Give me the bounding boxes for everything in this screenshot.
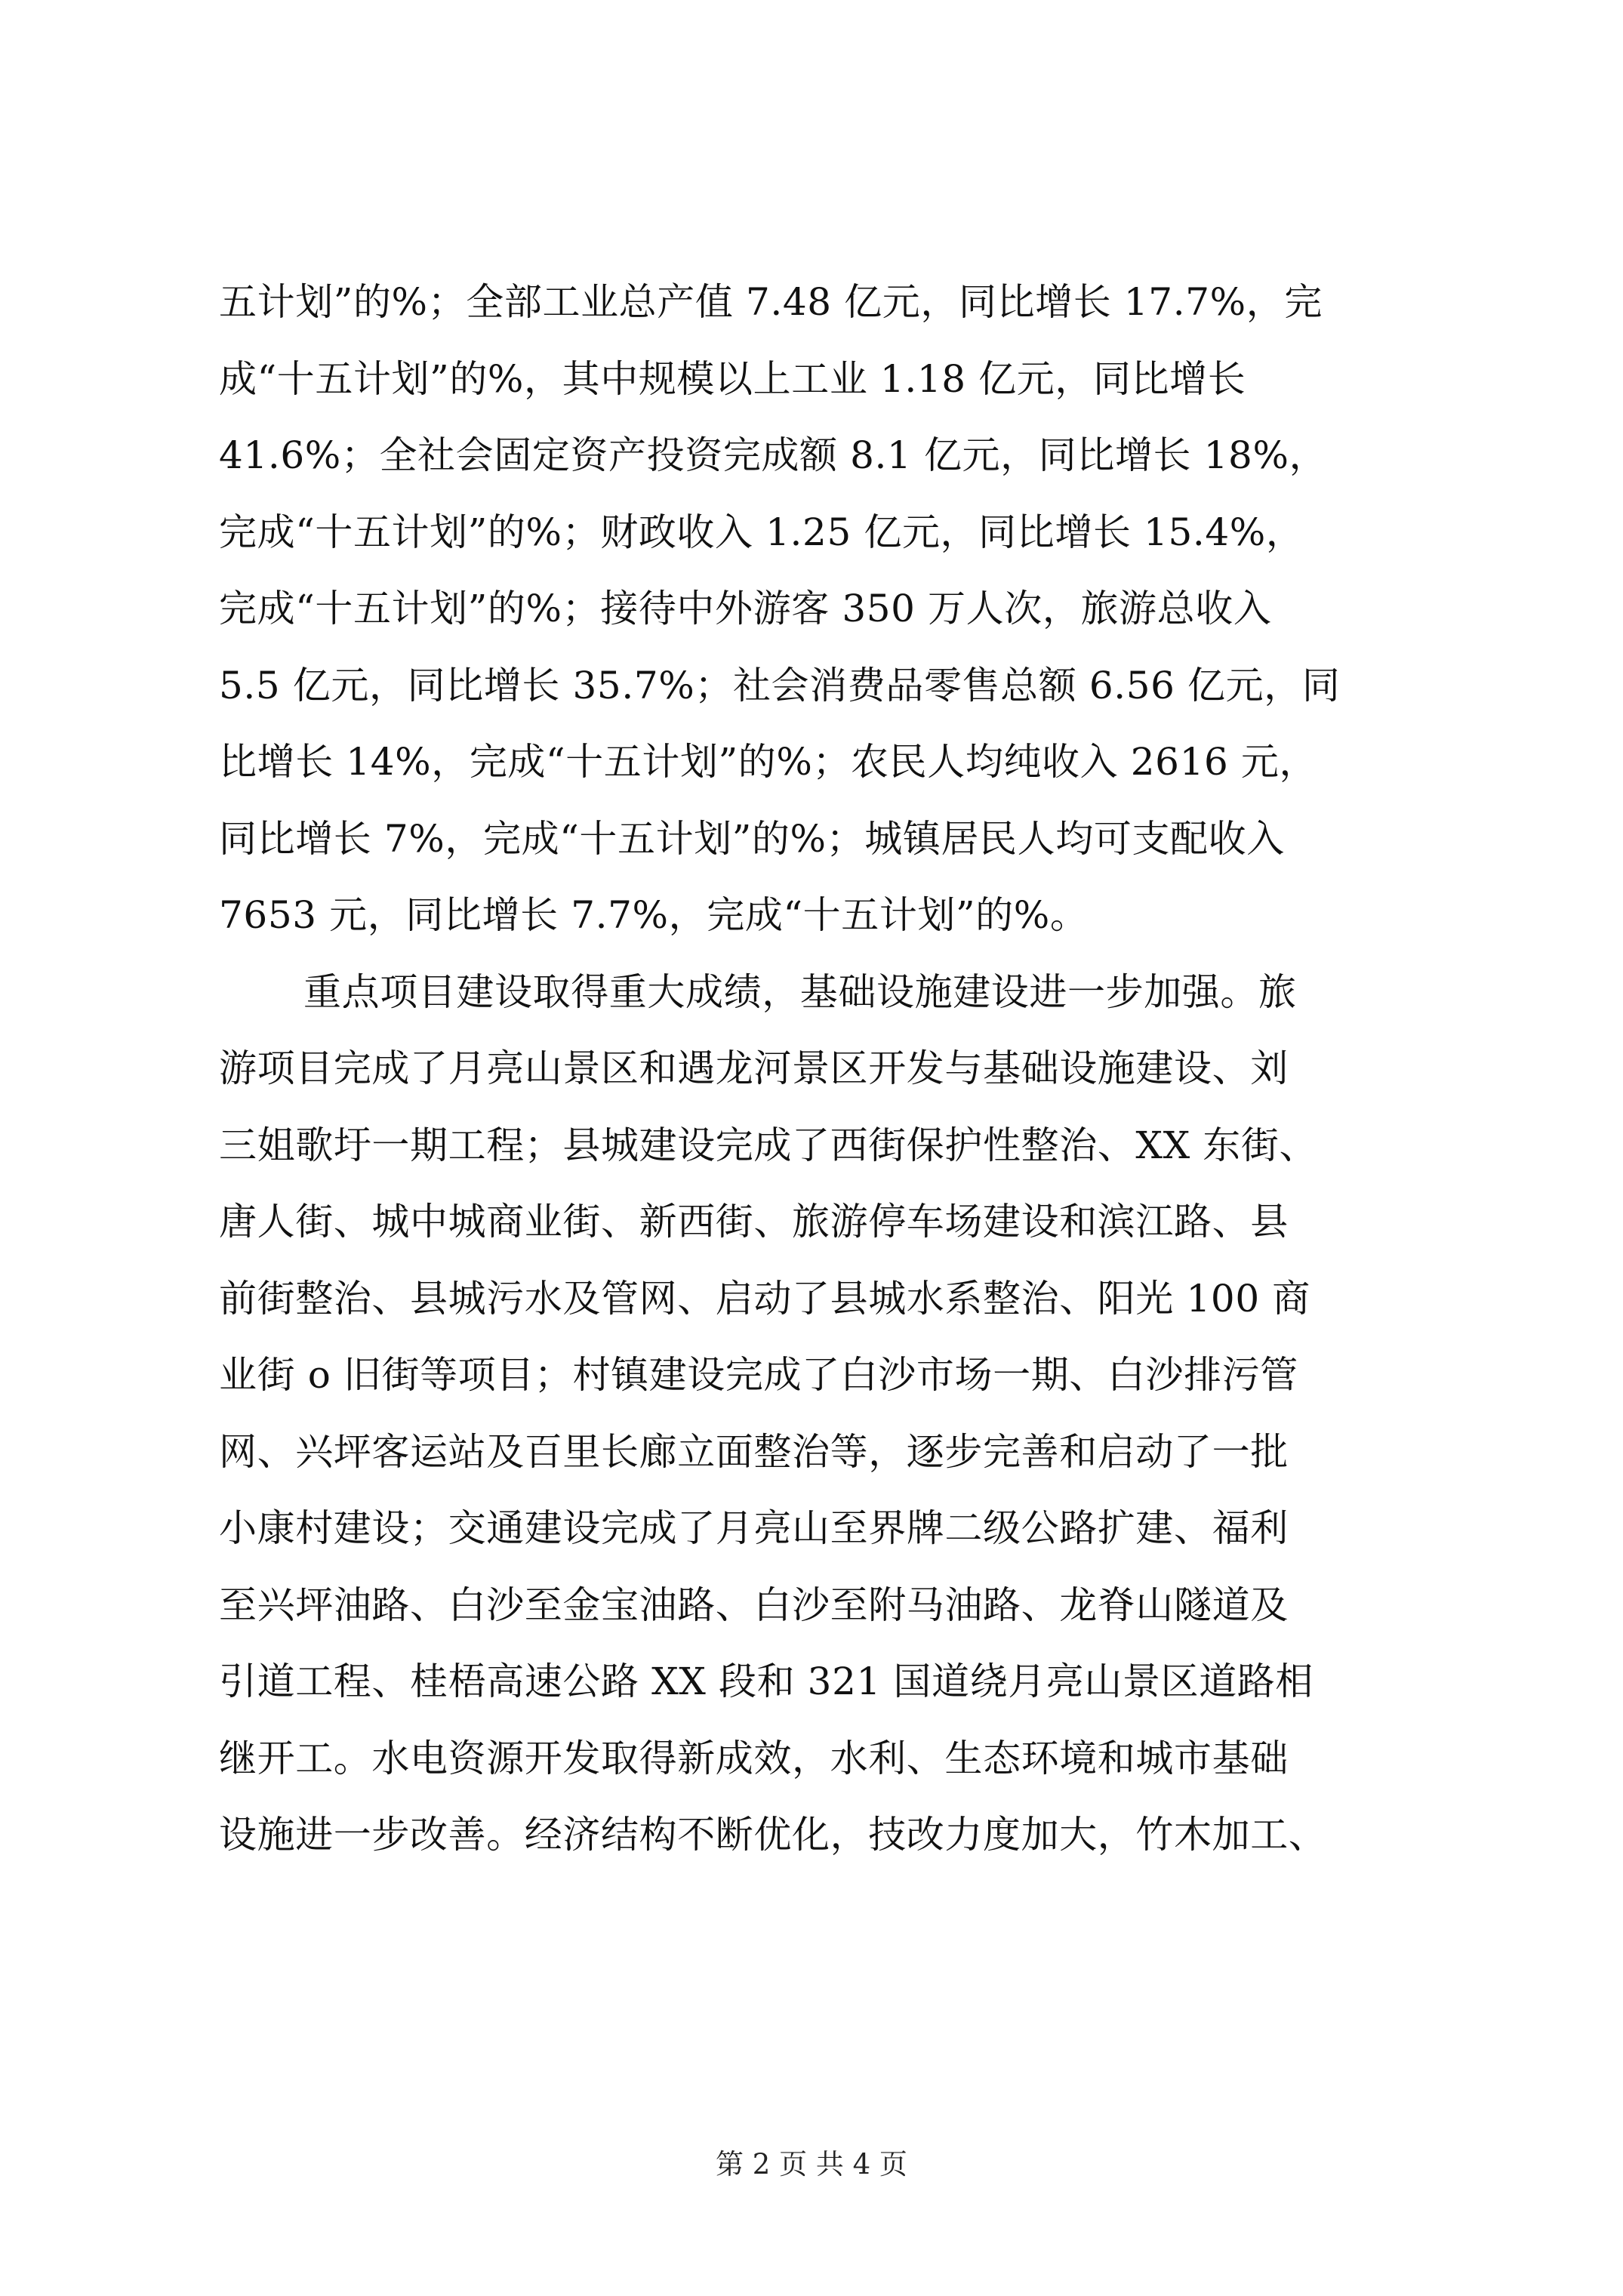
paragraph-2-line-12: 设施进一步改善。经济结构不断优化，技改力度加大，竹木加工、 [219,1813,1327,1857]
paragraph-1-line-7: 比增长 14%，完成“十五计划”的%；农民人均纯收入 2616 元， [219,740,1318,784]
paragraph-2-line-10: 引道工程、桂梧高速公路 XX 段和 321 国道绕月亮山景区道路相 [219,1660,1313,1703]
paragraph-1-line-4: 完成“十五计划”的%；财政收入 1.25 亿元，同比增长 15.4%， [219,510,1304,554]
paragraph-2-line-2: 游项目完成了月亮山景区和遇龙河景区开发与基础设施建设、刘 [219,1046,1289,1090]
paragraph-1-line-6: 5.5 亿元，同比增长 35.7%；社会消费品零售总额 6.56 亿元，同 [219,663,1341,707]
paragraph-1-line-8: 同比增长 7%，完成“十五计划”的%；城镇居民人均可支配收入 [219,816,1285,861]
paragraph-2-line-9: 至兴坪油路、白沙至金宝油路、白沙至附马油路、龙脊山隧道及 [219,1583,1289,1627]
body-text [219,264,1412,1874]
paragraph-1-line-9: 7653 元，同比增长 7.7%，完成“十五计划”的%。 [219,893,1089,937]
paragraph-2-line-7: 网、兴坪客运站及百里长廊立面整治等，逐步完善和启动了一批 [219,1429,1289,1474]
paragraph-1-line-1: 五计划”的%；全部工业总产值 7.48 亿元，同比增长 17.7%，完 [219,280,1323,324]
page-footer [0,2146,1623,2184]
paragraph-1-line-3: 41.6%；全社会固定资产投资完成额 8.1 亿元，同比增长 18%， [219,433,1328,477]
paragraph-2-line-1: 重点项目建设取得重大成绩，基础设施建设进一步加强。旅 [303,969,1297,1014]
paragraph-1-line-5: 完成“十五计划”的%；接待中外游客 350 万人次，旅游总收入 [219,587,1272,630]
paragraph-2-line-4: 唐人街、城中城商业街、新西街、旅游停车场建设和滨江路、县 [219,1200,1289,1244]
page-number-label: 第 2 页 共 4 页 [716,2148,907,2180]
paragraph-2-line-8: 小康村建设；交通建设完成了月亮山至界牌二级公路扩建、福利 [219,1506,1289,1550]
paragraph-2-line-3: 三姐歌圩一期工程；县城建设完成了西街保护性整治、XX 东街、 [219,1123,1318,1167]
paragraph-2-line-11: 继开工。水电资源开发取得新成效，水利、生态环境和城市基础 [219,1736,1289,1780]
paragraph-2-line-5: 前街整治、县城污水及管网、启动了县城水系整治、阳光 100 商 [219,1276,1310,1321]
paragraph-1-line-2: 成“十五计划”的%，其中规模以上工业 1.18 亿元，同比增长 [219,356,1246,401]
paragraph-2-line-6: 业街 o 旧街等项目；村镇建设完成了白沙市场一期、白沙排污管 [219,1353,1298,1397]
